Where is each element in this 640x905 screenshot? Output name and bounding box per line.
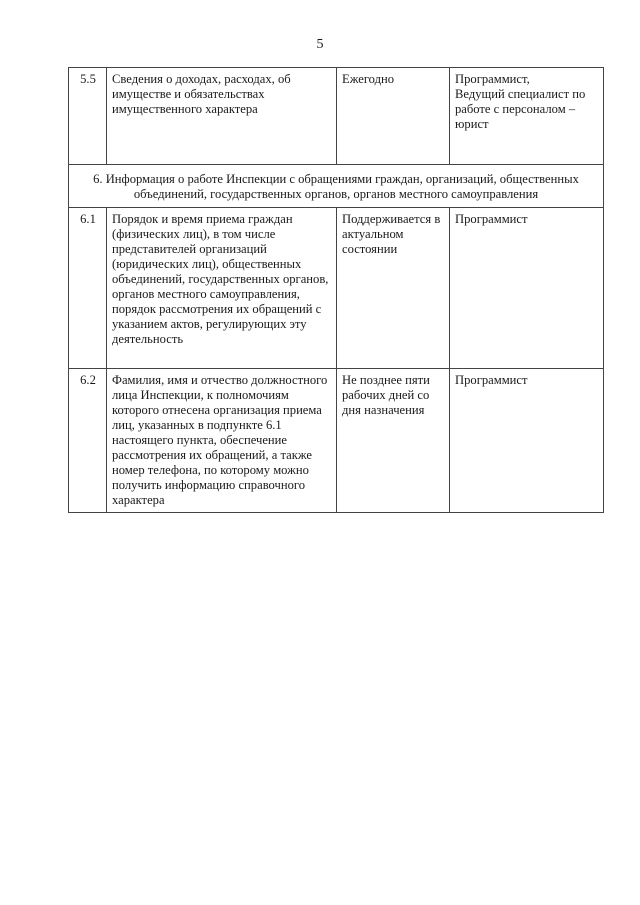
item-period: Ежегодно — [337, 68, 450, 165]
table-row — [69, 369, 604, 513]
item-responsible: Программист — [450, 369, 604, 513]
table-row — [69, 208, 604, 369]
item-responsible: Программист — [450, 208, 604, 369]
section-header-row — [69, 165, 604, 208]
item-number: 6.2 — [69, 369, 107, 513]
item-period: Не позднее пяти рабочих дней со дня назначения — [337, 369, 450, 513]
section-title: 6. Информация о работе Инспекции с обращениями граждан, организаций, общественных объединений, государственных органов, органов местного самоуправления — [69, 165, 604, 208]
item-number: 5.5 — [69, 68, 107, 165]
item-number: 6.1 — [69, 208, 107, 369]
item-description: Фамилия, имя и отчество должностного лица Инспекции, к полномочиям которого отнесена организация приема лиц, указанных в подпункте 6.1 настоящего пункта, обеспечение рассмотрения их обращений, а также номер телефона, по которому можно получить информацию справочного характера — [107, 369, 337, 513]
information-table — [68, 67, 604, 513]
item-description: Порядок и время приема граждан (физических лиц), в том числе представителей организаций (юридических лиц), общественных объединений, государственных органов, органов местного самоуправления, порядок рассмотрения их обращений с указанием актов, регулирующих эту деятельность — [107, 208, 337, 369]
page-number: 5 — [316, 37, 324, 52]
table-row — [69, 68, 604, 165]
item-description: Сведения о доходах, расходах, об имуществе и обязательствах имущественного характера — [107, 68, 337, 165]
item-responsible: Программист, Ведущий специалист по работе с персоналом – юрист — [450, 68, 604, 165]
item-period: Поддерживается в актуальном состоянии — [337, 208, 450, 369]
